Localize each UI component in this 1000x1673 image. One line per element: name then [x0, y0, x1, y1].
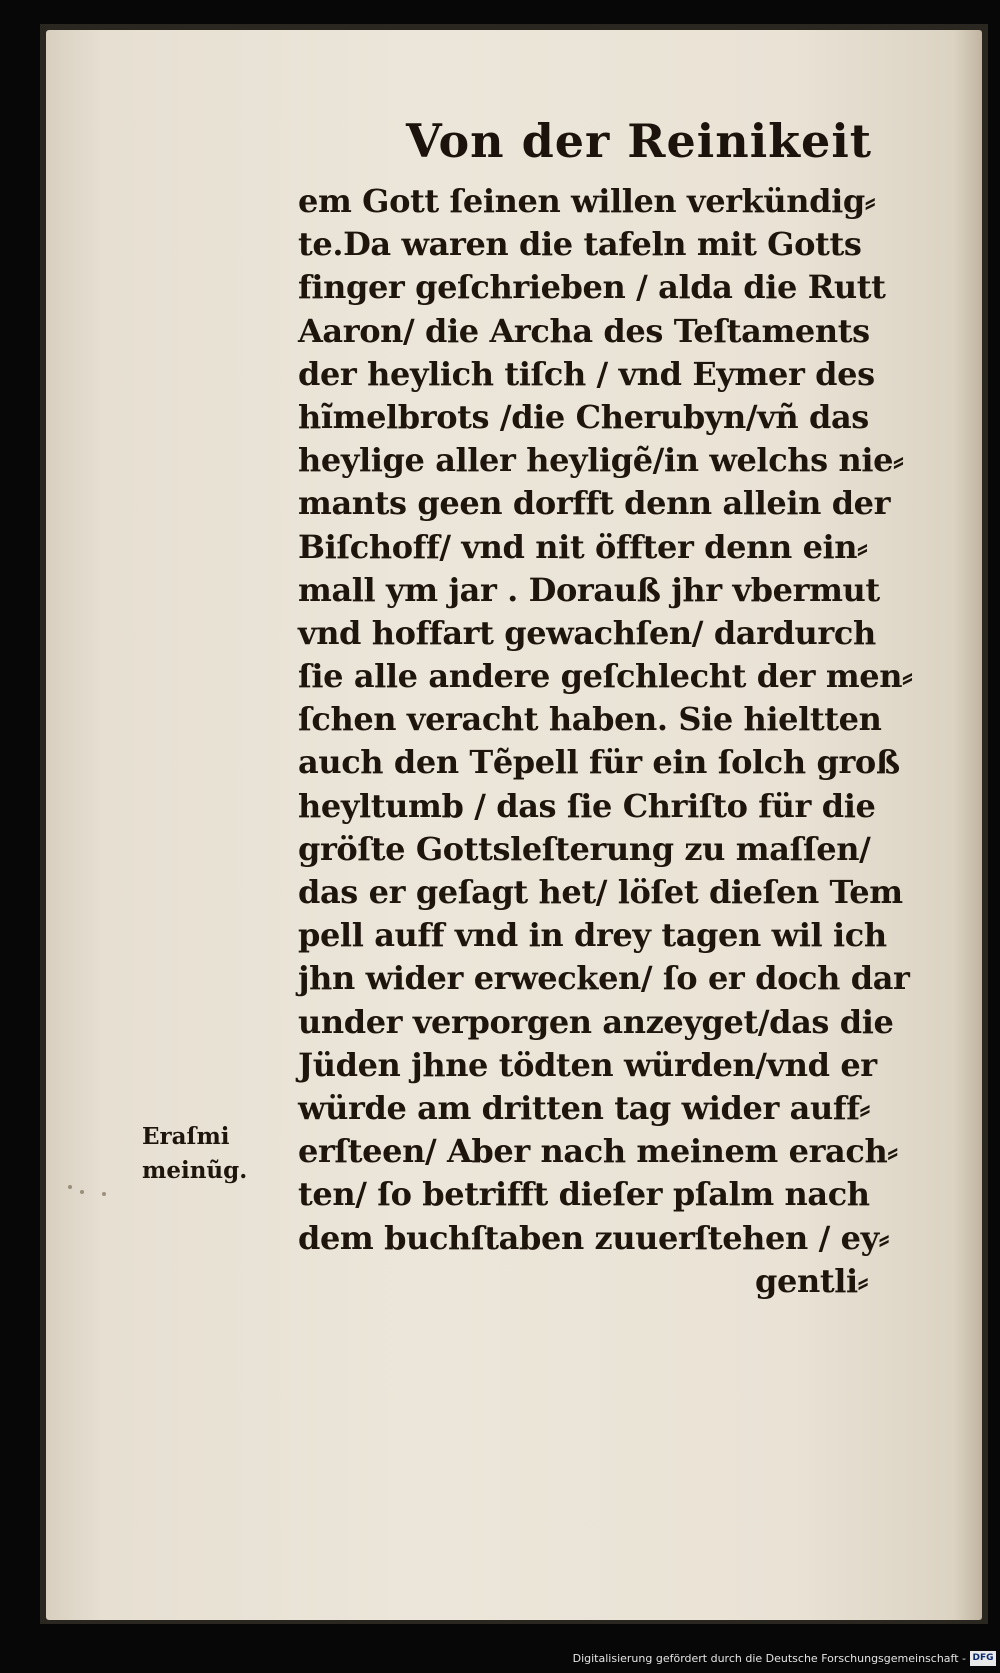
main-text-block — [298, 180, 938, 1303]
text-line: Jüden jhne tödten würden/vnd er — [298, 1045, 877, 1084]
text-line: heylige aller heyligẽ/in welchs nie⸗ — [298, 441, 904, 480]
paper-speck — [102, 1192, 106, 1196]
text-line: finger geſchrieben / alda die Rutt — [298, 268, 886, 307]
text-line: Aaron/ die Archa des Teſtaments — [298, 311, 870, 350]
text-line: das er geſagt het/ löſet dieſen Tem — [298, 873, 903, 911]
text-line: jhn wider erwecken/ ſo er doch dar — [298, 959, 910, 998]
marginal-note-line: Eraſmi — [142, 1123, 230, 1150]
dfg-logo: DFG — [970, 1651, 996, 1666]
text-line: te.Da waren die tafeln mit Gotts — [298, 225, 862, 264]
text-line: hĩmelbrots /die Cherubyn/vñ das — [298, 397, 869, 436]
text-line: gröſte Gottsleſterung zu maſſen/ — [298, 829, 871, 868]
text-line: erſteen/ Aber nach meinem erach⸗ — [298, 1132, 898, 1171]
text-line: auch den Tẽpell für ein ſolch groß — [298, 743, 900, 782]
text-line: pell auff vnd in drey tagen wil ich — [298, 916, 887, 955]
text-line: ſie alle andere geſchlecht der men⸗ — [298, 657, 913, 696]
text-line: ten/ ſo betrifft dieſer pſalm nach — [298, 1175, 870, 1214]
marginal-note-line: meinũg. — [142, 1157, 248, 1184]
text-line: ſchen veracht haben. Sie hieltten — [298, 700, 882, 739]
text-line: dem buchſtaben zuuerſtehen / ey⸗ — [298, 1218, 890, 1257]
text-line: der heylich tiſch / vnd Eymer des — [298, 354, 875, 393]
catchword: gentli⸗ — [755, 1261, 868, 1300]
text-line: em Gott ſeinen willen verkündig⸗ — [298, 182, 876, 220]
text-line: mall ym jar . Dorauß jhr vbermut — [298, 570, 880, 609]
page-edge — [954, 30, 982, 1620]
digitization-credit-bar — [0, 1648, 1000, 1673]
running-head: Von der Reinikeit — [406, 114, 873, 168]
text-line: heyltumb / das ſie Chriſto für die — [298, 786, 876, 825]
text-line: under verporgen anzeyget/das die — [298, 1002, 894, 1041]
text-line: vnd hoffart gewachſen/ dardurch — [298, 613, 876, 652]
text-line: Biſchoff/ vnd nit öffter denn ein⸗ — [298, 527, 868, 566]
book-page — [46, 30, 982, 1620]
paper-speck — [80, 1190, 84, 1194]
text-line: mants geen dorfft denn allein der — [298, 484, 891, 523]
marginal-note — [142, 1120, 282, 1188]
credit-text: Digitalisierung gefördert durch die Deutsche Forschungsgemeinschaft - — [572, 1652, 966, 1665]
paper-speck — [68, 1185, 72, 1189]
text-line: würde am dritten tag wider auff⸗ — [298, 1088, 870, 1127]
